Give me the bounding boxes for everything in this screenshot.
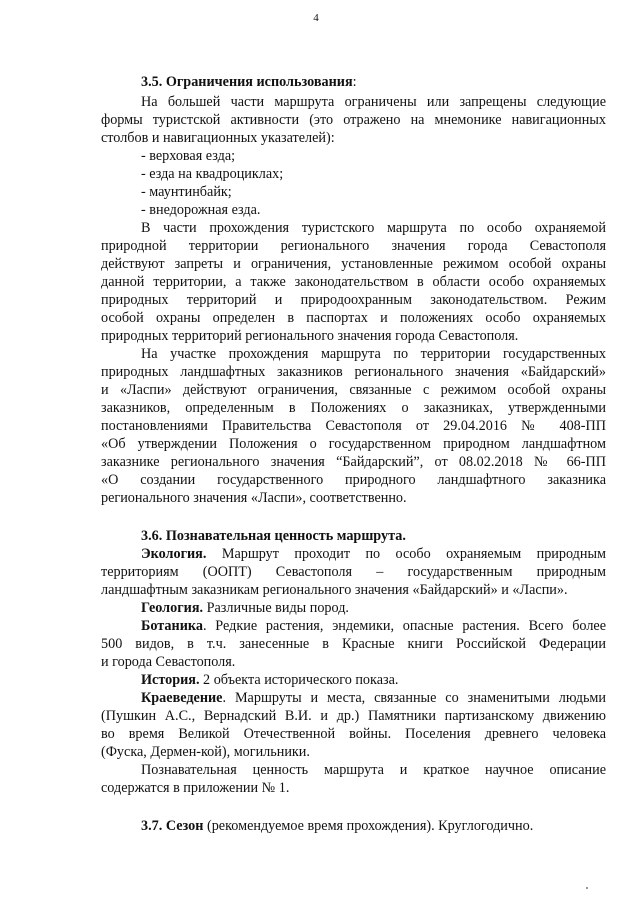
local-history-paragraph-line: Краеведение. Маршруты и места, связанные со знаменитыми людьми (141, 690, 606, 706)
list-item: - внедорожная езда. (141, 202, 261, 218)
list-item: - верховая езда; (141, 148, 236, 164)
botany-paragraph-line: Ботаника. Редкие растения, эндемики, опасные растения. Всего более (141, 618, 606, 634)
paragraph-line: постановлениями Правительства Севастополя от 29.04.2016 № 408-ПП (101, 418, 606, 434)
paragraph-line: 500 видов, в т.ч. занесенные в Красные книги Российской Федерации (101, 636, 606, 652)
paragraph-line: во время Великой Отечественной войны. Поселения древнего человека (101, 726, 606, 742)
paragraph-line: природных территорий и природоохранным законодательством. Режим (101, 292, 606, 308)
ecology-paragraph-line: Экология. Маршрут проходит по особо охраняемым природным (141, 546, 606, 562)
section-3-6-heading: 3.6. Познавательная ценность маршрута. (141, 528, 406, 544)
paragraph-line: «О создании государственного природного ландшафтного заказника (101, 472, 606, 488)
page-number: 4 (313, 12, 319, 24)
paragraph-line: данной территории, а также законодательством в области особо охраняемых (101, 274, 606, 290)
paragraph-line: «Об утверждении Положения о государственном природном ландшафтном (101, 436, 606, 452)
paragraph-line: территориям (ООПТ) Севастополя – государственным природным (101, 564, 606, 580)
paragraph-line: (Фуска, Дермен-кой), могильники. (101, 744, 310, 760)
section-3-7-heading: 3.7. Сезон (рекомендуемое время прохождения). Круглогодично. (141, 818, 534, 834)
scan-speck (586, 887, 588, 889)
history-paragraph: История. 2 объекта исторического показа. (141, 672, 399, 688)
paragraph-line: содержатся в приложении № 1. (101, 780, 290, 796)
list-item: - маунтинбайк; (141, 184, 232, 200)
paragraph-line: регионального значения «Ласпи», соответственно. (101, 490, 407, 506)
paragraph-line: (Пушкин А.С., Вернадский В.И. и др.) Памятники партизанскому движению (101, 708, 606, 724)
list-item: - езда на квадроциклах; (141, 166, 284, 182)
paragraph-line: особой охраны определен в паспортах и положениях особо охраняемых (101, 310, 606, 326)
section-3-5-heading: 3.5. Ограничения использования: (141, 74, 357, 90)
paragraph-line: заказников, определенным в Положениях о заказниках, утвержденными (101, 400, 606, 416)
paragraph-line: и города Севастополя. (101, 654, 236, 670)
paragraph-line: природной территории регионального значения города Севастополя (101, 238, 606, 254)
geology-paragraph: Геология. Различные виды пород. (141, 600, 349, 616)
paragraph-line: заказнике регионального значения “Байдарский”, от 08.02.2018 № 66-ПП (101, 454, 606, 470)
paragraph-line: На большей части маршрута ограничены или запрещены следующие (141, 94, 606, 110)
paragraph-line: природных ландшафтных заказников регионального значения «Байдарский» (101, 364, 606, 380)
paragraph-line: природных территорий регионального значения города Севастополя. (101, 328, 519, 344)
paragraph-line: ландшафтным заказникам регионального значения «Байдарский» и «Ласпи». (101, 582, 568, 598)
paragraph-line: Познавательная ценность маршрута и краткое научное описание (141, 762, 606, 778)
paragraph-line: и «Ласпи» действуют ограничения, связанные с режимом особой охраны (101, 382, 606, 398)
paragraph-line: В части прохождения туристского маршрута по особо охраняемой (141, 220, 606, 236)
paragraph-line: На участке прохождения маршрута по территории государственных (141, 346, 606, 362)
paragraph-line: действуют запреты и ограничения, установленные режимом особой охраны (101, 256, 606, 272)
paragraph-line: столбов и навигационных указателей): (101, 130, 335, 146)
paragraph-line: формы туристской активности (это отражено на мнемонике навигационных (101, 112, 606, 128)
